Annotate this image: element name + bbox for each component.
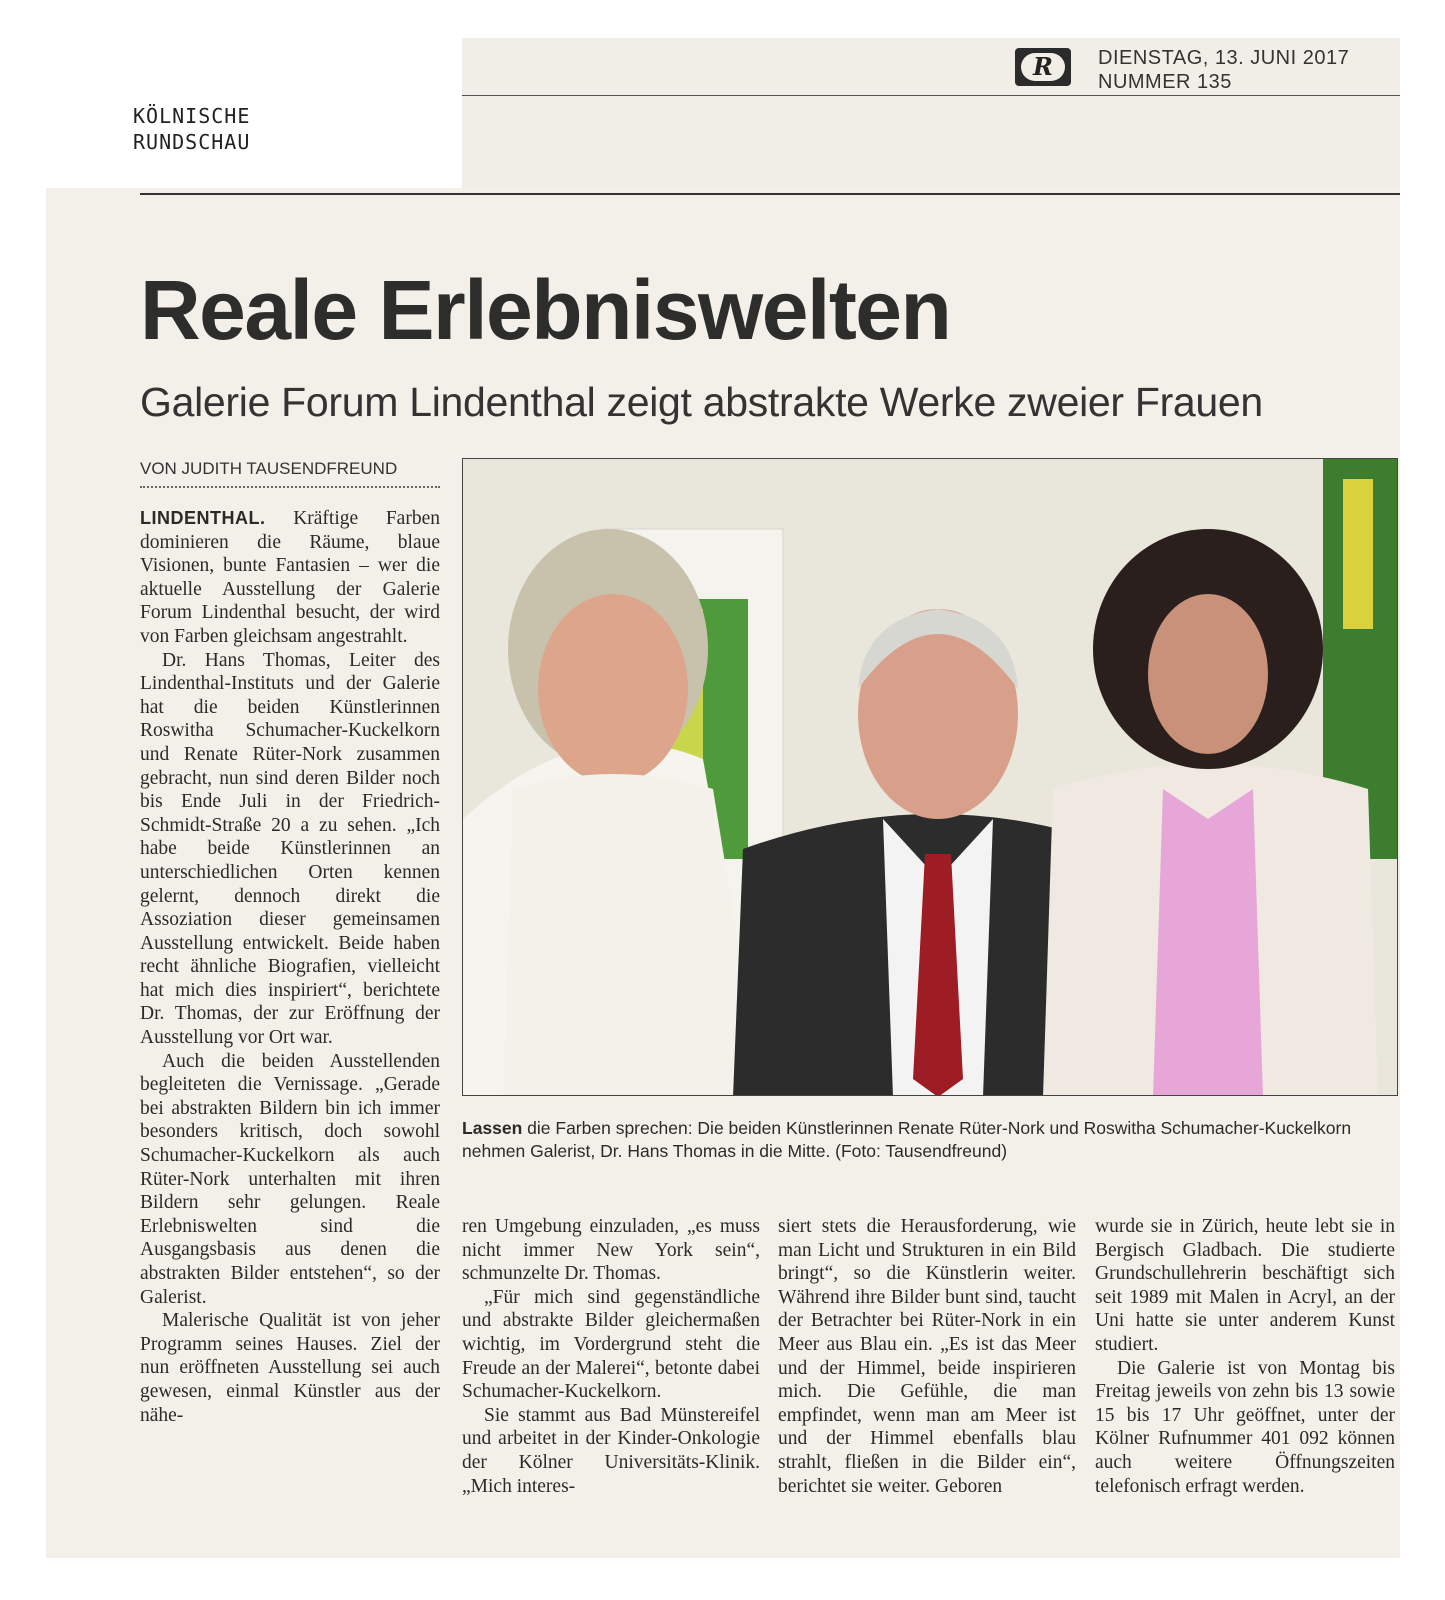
top-divider [462,95,1400,96]
issue-date: DIENSTAG, 13. JUNI 2017 [1098,47,1350,69]
article-dateline: LINDENTHAL. [140,508,266,528]
paragraph [140,507,440,649]
paragraph: ren Umgebung einzuladen, „es muss nicht immer New York sein“, schmunzelte Dr. Thomas. [462,1216,760,1285]
article-byline: VON JUDITH TAUSENDFREUND [140,458,440,488]
article-headline: Reale Erlebniswelten [140,263,951,357]
issue-number: NUMMER 135 [1098,71,1232,93]
paragraph: siert stets die Herausforderung, wie man Licht und Strukturen in ein Bild bringt“, so die Künstlerin weiter. Während ihre Bilder bunt sind, taucht der Betrachter bei Rüter-Nork in ein Meer aus Blau ein. „Es ist das Meer und der Himmel, beide inspirieren mich. Die Gefühle, die man empfindet, wenn man am Meer ist und der Himmel ebenfalls blau strahlt, fließen in die Bilder ein“, berichtet sie weiter. Geboren [778,1216,1076,1497]
logo-letter: R [1021,53,1065,81]
paragraph-text: Kräftige Farben dominieren die Räume, blaue Visionen, bunte Fantasien – wer die aktuelle Ausstellung der Galerie Forum Lindenthal besucht, der wird von Farben gleichsam angestrahlt. [140,508,440,647]
newspaper-logo [1015,48,1071,86]
text-column-1 [140,507,440,1427]
stamp-line-1: KÖLNISCHE [133,104,251,128]
text-column-3 [778,1215,1076,1498]
text-column-2 [462,1215,760,1498]
issue-dateline [1098,46,1349,94]
publication-stamp [133,103,250,155]
paragraph: wurde sie in Zürich, heute lebt sie in Bergisch Gladbach. Die studierte Grundschullehrerin beschäftigt sich seit 1989 mit Malen in Acryl, an der Uni hatte sie unter anderem Kunst studiert. [1095,1216,1395,1355]
article-subheadline: Galerie Forum Lindenthal zeigt abstrakte Werke zweier Frauen [140,379,1263,425]
paragraph: Sie stammt aus Bad Münstereifel und arbeitet in der Kinder-Onkologie der Kölner Universitäts-Klinik. „Mich interes- [462,1404,760,1497]
paragraph: Malerische Qualität ist von jeher Programm seines Hauses. Ziel der nun eröffneten Ausstellung sei auch gewesen, einmal Künstler aus der nähe- [140,1310,440,1426]
paragraph: Die Galerie ist von Montag bis Freitag jeweils von zehn bis 13 sowie 15 bis 17 Uhr geöffnet, unter der Kölner Rufnummer 401 092 können auch weitere Öffnungszeiten telefonisch erfragt werden. [1095,1357,1395,1497]
header-divider [140,193,1400,195]
paragraph: „Für mich sind gegenständliche und abstrakte Bilder gleichermaßen wichtig, im Vordergrund steht die Freude an der Malerei“, betonte dabei Schumacher-Kuckelkorn. [462,1286,760,1403]
text-column-4 [1095,1215,1395,1498]
caption-text: die Farben sprechen: Die beiden Künstlerinnen Renate Rüter-Nork und Roswitha Schumacher-Kuckelkorn nehmen Galerist, Dr. Hans Thomas in die Mitte. (Foto: Tausendfreund) [462,1118,1352,1161]
caption-lead: Lassen [462,1118,523,1138]
paragraph: Dr. Hans Thomas, Leiter des Lindenthal-Instituts und der Galerie hat die beiden Künstlerinnen Roswitha Schumacher-Kuckelkorn und Renate Rüter-Nork zusammen gebracht, nun sind deren Bilder noch bis Ende Juli in der Friedrich-Schmidt-Straße 20 a zu sehen. „Ich habe beide Künstlerinnen an unterschiedlichen Orten kennen gelernt, dennoch direkt die Assoziation dieser gemeinsamen Ausstellung entwickelt. Beide haben recht ähnliche Biografien, vielleicht hat mich dies inspiriert“, berichtete Dr. Thomas, der zur Eröffnung der Ausstellung vor Ort war. [140,649,440,1049]
stamp-line-2: RUNDSCHAU [133,130,251,154]
photo-illustration [463,459,1398,1096]
paragraph: Auch die beiden Ausstellenden begleiteten die Vernissage. „Gerade bei abstrakten Bildern bin ich immer besonders kritisch, doch sowohl Schumacher-Kuckelkorn als auch Rüter-Nork unterhalten mit ihren Bildern sehr gelungen. Reale Erlebniswelten sind die Ausgangsbasis aus denen die abstrakten Bilder entstehen“, so der Galerist. [140,1050,440,1308]
article-photo [462,458,1398,1096]
photo-caption [462,1117,1398,1163]
